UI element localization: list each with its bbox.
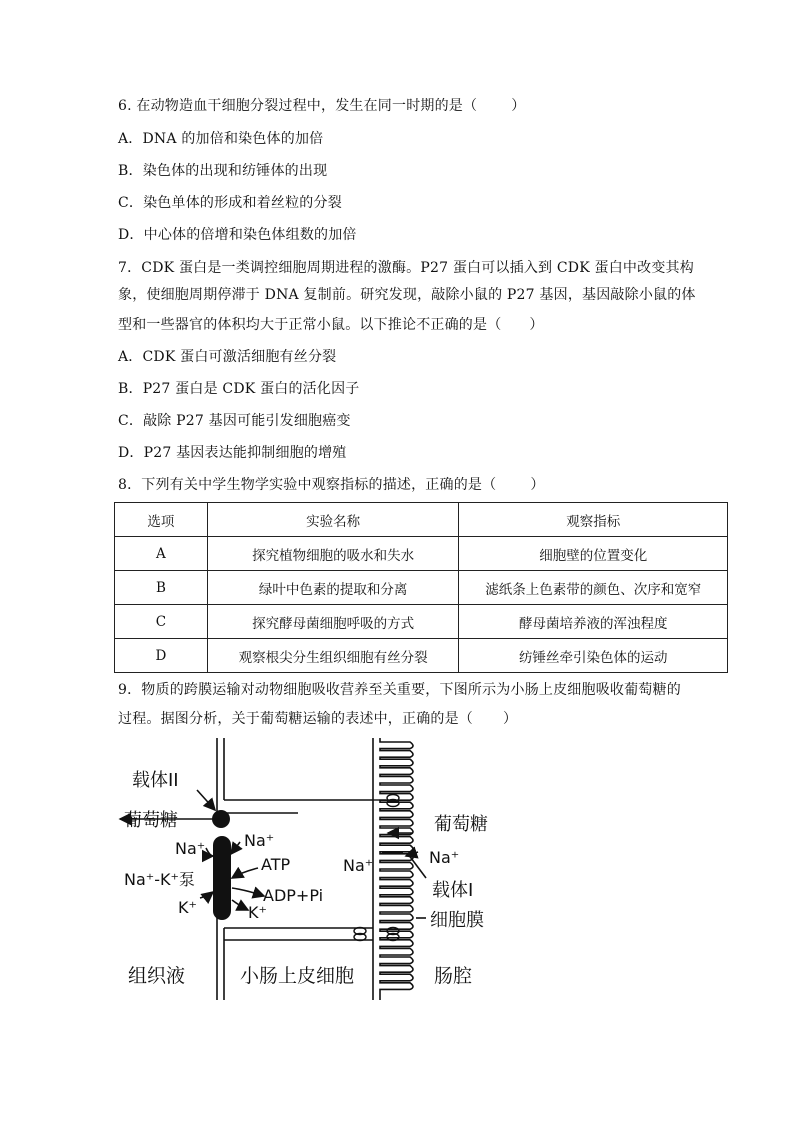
- na-top-left-label: Na⁺: [175, 839, 206, 858]
- table-header-cell: 实验名称: [207, 503, 459, 537]
- lumen-label: 肠腔: [434, 965, 473, 987]
- carrier-1-label-line: [408, 854, 426, 878]
- q6-option-a: A．DNA 的加倍和染色体的加倍: [118, 131, 324, 147]
- atp-label: ATP: [261, 855, 291, 874]
- q6-option-d: D．中心体的倍增和染色体组数的加倍: [118, 227, 357, 243]
- k-right-label: K⁺: [248, 903, 267, 922]
- pump-label: Na⁺-K⁺泵: [124, 870, 195, 889]
- glucose-transport-diagram: [118, 738, 510, 1000]
- q7-option-d: D．P27 基因表达能抑制细胞的增殖: [118, 445, 347, 461]
- na-mid-right-label: Na⁺: [429, 848, 460, 867]
- microvilli: [373, 738, 413, 1000]
- table-cell: C: [115, 605, 208, 639]
- table-cell: 观察根尖分生组织细胞有丝分裂: [207, 639, 459, 673]
- table-cell: 细胞壁的位置变化: [459, 537, 728, 571]
- glucose-right-label: 葡萄糖: [434, 814, 488, 835]
- table-cell: 滤纸条上色素带的颜色、次序和宽窄: [459, 571, 728, 605]
- q6-stem: 6. 在动物造血干细胞分裂过程中，发生在同一时期的是（ ）: [118, 98, 526, 114]
- carrier-2-label-arrow: [197, 790, 215, 810]
- q9-stem-line-2: 过程。据图分析，关于葡萄糖运输的表述中，正确的是（ ）: [118, 711, 518, 727]
- experiment-table: [114, 502, 728, 673]
- na-k-pump-shape: [213, 836, 231, 920]
- table-row: [115, 639, 728, 673]
- q9-stem-line-1: 9．物质的跨膜运输对动物细胞吸收营养至关重要，下图所示为小肠上皮细胞吸收葡萄糖的: [118, 682, 681, 698]
- na-mid-left-label: Na⁺: [343, 856, 374, 875]
- q6-option-c: C．染色单体的形成和着丝粒的分裂: [118, 195, 342, 211]
- k-out-arrow: [232, 900, 248, 910]
- membrane-label: 细胞膜: [430, 910, 484, 931]
- atp-arrow: [232, 868, 258, 878]
- table-cell: 绿叶中色素的提取和分离: [207, 571, 459, 605]
- q7-stem-line-2: 象，使细胞周期停滞于 DNA 复制前。研究发现，敲除小鼠的 P27 基因，基因敲除小鼠的体: [118, 287, 696, 303]
- adp-arrow: [232, 888, 264, 896]
- tissue-fluid-label: 组织液: [128, 965, 186, 987]
- carrier-2-label: 载体II: [132, 770, 179, 791]
- table-cell: A: [115, 537, 208, 571]
- table-header-cell: 选项: [115, 503, 208, 537]
- table-cell: 纺锤丝牵引染色体的运动: [459, 639, 728, 673]
- q7-stem-line-3: 型和一些器官的体积均大于正常小鼠。以下推论不正确的是（ ）: [118, 317, 544, 333]
- q7-option-a: A．CDK 蛋白可激活细胞有丝分裂: [118, 349, 337, 365]
- na-top-right-label: Na⁺: [244, 831, 275, 850]
- k-in-arrow: [200, 892, 213, 898]
- table-row: [115, 537, 728, 571]
- carrier-1-label: 载体I: [432, 880, 474, 901]
- epithelial-cell-label: 小肠上皮细胞: [240, 965, 355, 987]
- adp-label: ADP+Pi: [263, 886, 324, 905]
- table-row: [115, 571, 728, 605]
- q7-option-c: C．敲除 P27 基因可能引发细胞癌变: [118, 413, 351, 429]
- q7-stem-line-1: 7．CDK 蛋白是一类调控细胞周期进程的激酶。P27 蛋白可以插入到 CDK 蛋白中改变其构: [118, 260, 694, 276]
- table-cell: 酵母菌培养液的浑浊程度: [459, 605, 728, 639]
- table-header-row: [115, 503, 728, 537]
- q8-stem: 8．下列有关中学生物学实验中观察指标的描述，正确的是（ ）: [118, 477, 545, 493]
- table-cell: D: [115, 639, 208, 673]
- glucose-left-label: 葡萄糖: [124, 810, 178, 831]
- table-row: [115, 605, 728, 639]
- table-cell: B: [115, 571, 208, 605]
- na-in-arrow: [231, 842, 240, 854]
- table-cell: 探究酵母菌细胞呼吸的方式: [207, 605, 459, 639]
- na-out-arrow: [206, 848, 213, 856]
- table-cell: 探究植物细胞的吸水和失水: [207, 537, 459, 571]
- q6-option-b: B．染色体的出现和纺锤体的出现: [118, 163, 328, 179]
- k-left-label: K⁺: [178, 898, 197, 917]
- q7-option-b: B．P27 蛋白是 CDK 蛋白的活化因子: [118, 381, 360, 397]
- table-header-cell: 观察指标: [459, 503, 728, 537]
